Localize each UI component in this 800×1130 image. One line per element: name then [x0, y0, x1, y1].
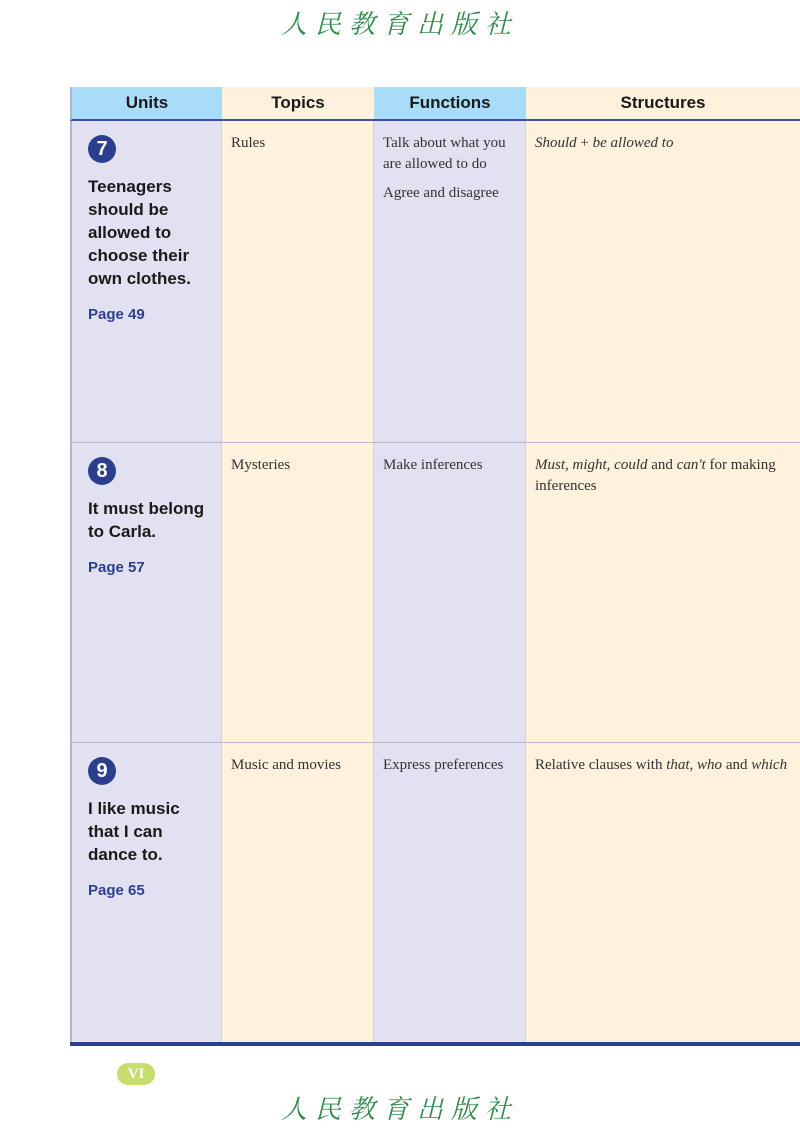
structure-text: [535, 455, 792, 497]
structure-text: [535, 755, 792, 776]
publisher-logo-bottom: 人民教育出版社: [280, 1095, 519, 1125]
bottom-rule: [70, 1042, 800, 1046]
unit-title: It must belong to Carla.: [88, 499, 205, 541]
unit-page-link[interactable]: Page 57: [88, 559, 145, 576]
unit-cell-8: [70, 443, 222, 743]
page-number-badge: VI: [117, 1063, 155, 1085]
structure-italic: Should: [535, 135, 577, 151]
structure-text: [535, 133, 792, 154]
header-units: Units: [70, 87, 222, 121]
structure-plain: Relative clauses with: [535, 757, 667, 773]
structure-italic: that, who: [666, 757, 723, 773]
topic-cell-9: [222, 743, 374, 1043]
header-structures: Structures: [526, 87, 800, 121]
structure-plain: and: [722, 757, 752, 773]
unit-page-link[interactable]: Page 49: [88, 306, 145, 323]
function-text: Make inferences: [383, 457, 483, 473]
topic-text: Music and movies: [231, 757, 341, 773]
unit-title: I like music that I can dance to.: [88, 799, 180, 864]
structure-italic: which: [751, 757, 788, 773]
topic-cell-8: [222, 443, 374, 743]
structure-plain: and: [647, 457, 677, 473]
unit-title: Teenagers should be allowed to choose their own clothes.: [88, 177, 191, 288]
topic-text: Mysteries: [231, 457, 291, 473]
functions-cell-9: [374, 743, 526, 1043]
structure-italic: can't: [676, 457, 706, 473]
header-functions: Functions: [374, 87, 526, 121]
unit-number-badge: 8: [88, 457, 116, 485]
publisher-logo-top: 人民教育出版社: [280, 10, 519, 40]
functions-cell-7: [374, 121, 526, 443]
structures-cell-7: [526, 121, 800, 443]
function-text: Express preferences: [383, 757, 504, 773]
structures-cell-9: [526, 743, 800, 1043]
unit-cell-9: [70, 743, 222, 1043]
structure-italic: be allowed to: [592, 135, 674, 151]
unit-page-link[interactable]: Page 65: [88, 882, 145, 899]
unit-cell-7: [70, 121, 222, 443]
contents-table: [70, 87, 800, 1044]
topic-cell-7: [222, 121, 374, 443]
structure-plain: +: [576, 135, 593, 151]
structures-cell-8: [526, 443, 800, 743]
unit-number-badge: 7: [88, 135, 116, 163]
functions-cell-8: [374, 443, 526, 743]
structure-plain: for making inferences: [535, 457, 776, 494]
function-text: Agree and disagree: [383, 185, 499, 201]
structure-italic: Must, might, could: [535, 457, 648, 473]
header-topics: Topics: [222, 87, 374, 121]
function-text: Talk about what you are allowed to do: [383, 135, 506, 172]
unit-number-badge: 9: [88, 757, 116, 785]
topic-text: Rules: [231, 135, 266, 151]
